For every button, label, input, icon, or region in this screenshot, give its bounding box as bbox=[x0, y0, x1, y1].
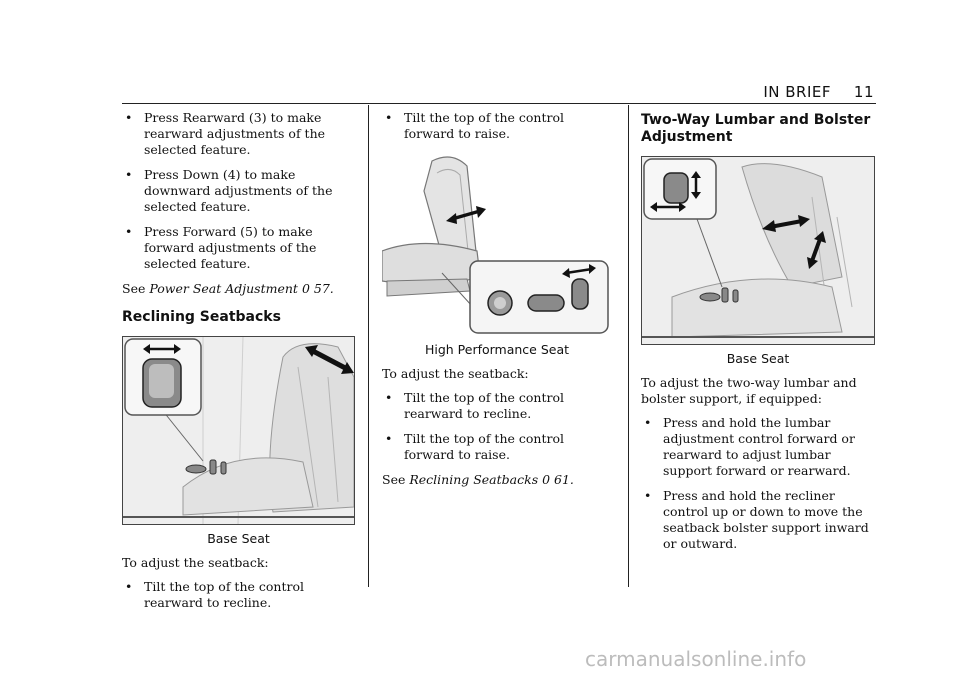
intro-text: To adjust the seatback: bbox=[382, 366, 529, 381]
see-reference: See Reclining Seatbacks 0 61. bbox=[382, 472, 574, 487]
section-heading: Reclining Seatbacks bbox=[122, 309, 281, 325]
column-1 bbox=[122, 110, 355, 620]
page-symbol: 0 bbox=[542, 472, 551, 487]
page-number: 11 bbox=[853, 83, 874, 101]
page-header bbox=[122, 83, 876, 104]
list-item: • Press Rearward (3) to make rearward adjustments of the selected feature. bbox=[122, 110, 355, 158]
intro-text: To adjust the seatback: bbox=[122, 555, 269, 570]
column-2 bbox=[382, 110, 612, 496]
list-item: • Press and hold the recliner control up or down to move the seatback bolster support inward or outward. bbox=[641, 488, 875, 552]
list-item: • Press Down (4) to make downward adjustments of the selected feature. bbox=[122, 167, 355, 215]
column-divider-2 bbox=[628, 105, 629, 587]
intro-text: To adjust the two-way lumbar and bolster support, if equipped: bbox=[641, 375, 857, 406]
base-seat-recline-figure bbox=[122, 336, 355, 525]
figure-caption: Base Seat bbox=[726, 351, 790, 366]
section-heading: Two-Way Lumbar and Bolster Adjustment bbox=[641, 112, 871, 145]
column-divider-1 bbox=[368, 105, 369, 587]
figure-caption: Base Seat bbox=[207, 531, 270, 546]
list-item: • Tilt the top of the control rearward to recline. bbox=[122, 579, 355, 611]
watermark: carmanualsonline.info bbox=[585, 647, 807, 671]
list-item: • Press Forward (5) to make forward adjustments of the selected feature. bbox=[122, 224, 355, 272]
reference-link[interactable]: Power Seat Adjustment bbox=[149, 281, 298, 296]
column-3 bbox=[641, 110, 875, 561]
high-performance-seat-figure bbox=[382, 151, 610, 336]
page-symbol: 0 bbox=[301, 281, 310, 296]
reference-link[interactable]: Reclining Seatbacks bbox=[409, 472, 539, 487]
list-item: • Tilt the top of the control rearward to recline. bbox=[382, 390, 612, 422]
list-item: • Tilt the top of the control forward to raise. bbox=[382, 431, 612, 463]
base-seat-lumbar-figure bbox=[641, 156, 875, 345]
figure-caption: High Performance Seat bbox=[424, 342, 570, 357]
section-title: IN BRIEF bbox=[763, 83, 831, 101]
list-item: • Tilt the top of the control forward to raise. bbox=[382, 110, 612, 142]
list-item: • Press and hold the lumbar adjustment control forward or rearward to adjust lumbar support forward or rearward. bbox=[641, 415, 875, 479]
see-reference: See Power Seat Adjustment 0 57. bbox=[122, 281, 334, 296]
